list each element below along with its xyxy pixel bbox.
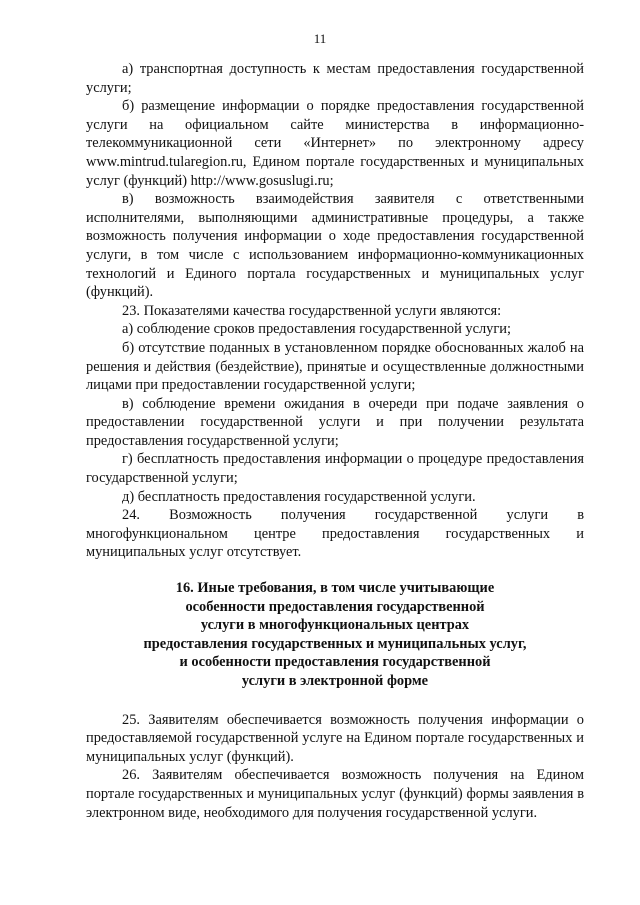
section-heading xyxy=(86,579,584,691)
paragraph-no-complaints: б) отсутствие поданных в установленном порядке обоснованных жалоб на решения и действия (бездействие), принятые и осуществленные должностными лицами при предоставлении государственной услуги; xyxy=(86,339,584,394)
heading-line: предоставления государственных и муниципальных услуг, xyxy=(143,635,527,652)
paragraph-free-service: д) бесплатность предоставления государственной услуги. xyxy=(122,488,476,505)
heading-line: особенности предоставления государственной xyxy=(185,598,485,615)
paragraph-queue-time: в) соблюдение времени ожидания в очереди при подаче заявления о предоставлении государственной услуги и при получении результата предоставления государственной услуги; xyxy=(86,395,584,449)
heading-line: 16. Иные требования, в том числе учитывающие xyxy=(175,580,495,597)
heading-line: и особенности предоставления государственной xyxy=(179,654,491,671)
paragraph-mfc-unavailable: 24. Возможность получения государственной услуги в многофункциональном центре предоставления государственных и муниципальных услуг отсутствует. xyxy=(86,507,584,561)
heading-line: услуги в многофункциональных центрах xyxy=(200,617,470,634)
paragraph-interaction-possibility: в) возможность взаимодействия заявителя с ответственными исполнителями, выполняющими административные процедуры, а также возможность получения информации о ходе предоставления государственной услуги, в том числе с использованием информационно-коммуникационных технологий и Единого портала государственных и муниципальных услуг (функций). xyxy=(86,191,584,301)
paragraph-transport-accessibility: а) транспортная доступность к местам предоставления государственной услуги; xyxy=(86,61,584,96)
paragraph-info-on-portal: 25. Заявителям обеспечивается возможность получения информации о предоставляемой государственной услуге на Едином портале государственных и муниципальных услуг (функций). xyxy=(86,711,584,765)
document-body xyxy=(86,60,584,822)
paragraph-info-placement: б) размещение информации о порядке предоставления государственной услуги на официальном сайте министерства в информационно-телекоммуникационной сети «Интернет» по электронному адресу www.mintrud.tularegion.ru, Едином портале государственных и муниципальных услуг (функций) http://www.gosuslugi.ru; xyxy=(86,98,584,189)
heading-line: услуги в электронной форме xyxy=(241,673,429,689)
paragraph-free-info: г) бесплатность предоставления информации о процедуре предоставления государственной услуги; xyxy=(86,451,584,487)
paragraph-deadlines: а) соблюдение сроков предоставления государственной услуги; xyxy=(122,321,511,338)
paragraph-electronic-form: 26. Заявителям обеспечивается возможность получения на Едином портале государственных и муниципальных услуг (функций) формы заявления в электронном виде, необходимого для получения государственной услуги. xyxy=(86,767,584,821)
paragraph-quality-indicators: 23. Показателями качества государственной услуги являются: xyxy=(122,302,502,319)
page-number: 11 xyxy=(313,31,327,46)
